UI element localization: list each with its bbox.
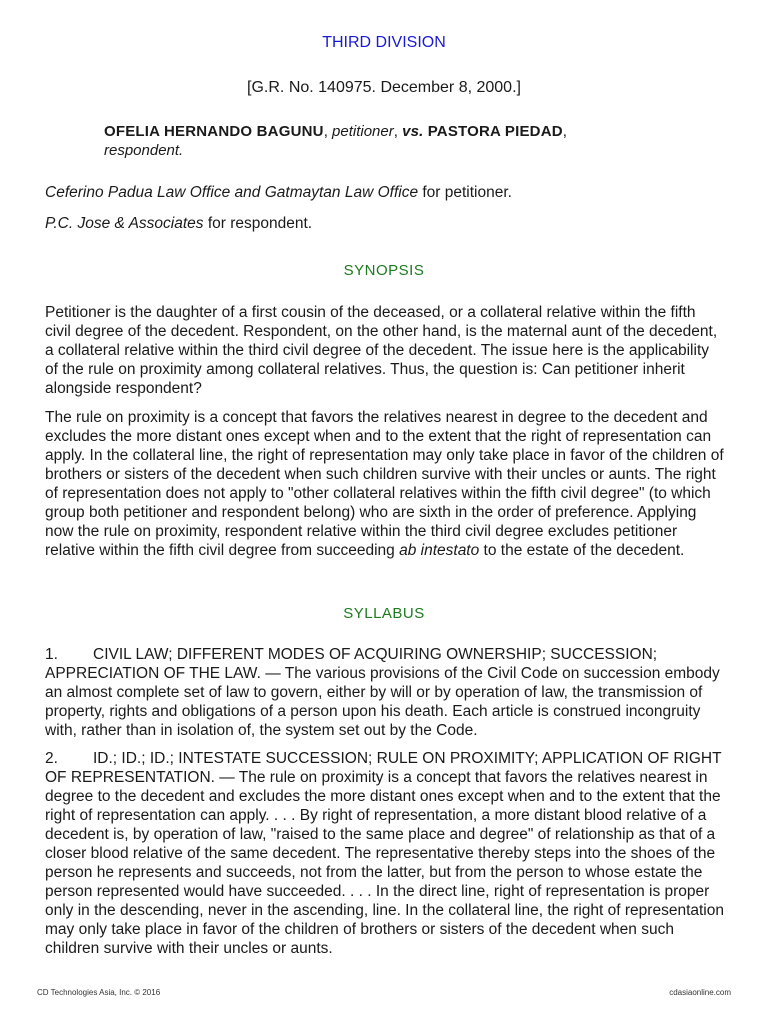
synopsis-paragraph-2: [45, 408, 725, 560]
syllabus-item-text: CIVIL LAW; DIFFERENT MODES OF ACQUIRING OWNERSHIP; SUCCESSION; APPRECIATION OF THE LAW. — The various provisions of the Civil Code on succession embody an almost complete set of law to govern, either by will or by operation of law, the transmission of property, rights and obligations of a person upon his death. Each article is construed incongruity with, rather than in isolation of, the system set out by the Code.: [45, 646, 720, 739]
versus: vs.: [402, 123, 424, 140]
synopsis-paragraph-2-end: to the estate of the decedent.: [479, 542, 685, 559]
synopsis-paragraph-1: Petitioner is the daughter of a first cousin of the deceased, or a collateral relative within the fifth civil degree of the decedent. Respondent, on the other hand, is the maternal aunt of the decedent, a collateral relative within the third civil degree of the decedent. The issue here is the applicability of the rule on proximity among collateral relatives. Thus, the question is: Can petitioner inherit alongside respondent?: [45, 304, 718, 397]
respondent-counsel: [45, 215, 312, 233]
respondent-firm: P.C. Jose & Associates: [45, 215, 204, 232]
respondent-role: respondent.: [104, 142, 184, 159]
synopsis-paragraph-2-text: The rule on proximity is a concept that favors the relatives nearest in degree to the decedent and excludes the more distant ones except when and to the extent that the right of representation can apply. In the collateral line, the right of representation may only take place in favor of the children of brothers or sisters of the decedent when such children survive with their uncles or aunts. The right of representation does not apply to "other collateral relatives within the fifth civil degree" (to which group both petitioner and respondent belong) who are sixth in the order of preference. Applying now the rule on proximity, respondent relative within the third civil degree excludes petitioner relative within the fifth civil degree from succeeding: [45, 409, 724, 559]
latin-phrase: ab intestato: [399, 542, 480, 559]
syllabus-item: [45, 749, 725, 958]
case-parties: OFELIA HERNANDO BAGUNU, petitioner, vs. PASTORA PIEDAD, respondent.: [104, 123, 567, 159]
respondent-name: PASTORA PIEDAD: [427, 123, 563, 140]
petitioner-counsel-suffix: for petitioner.: [418, 184, 512, 201]
petitioner-counsel: [45, 184, 512, 202]
footer-website: cdasiaonline.com: [669, 988, 731, 997]
syllabus-item-number: 2.: [45, 750, 58, 767]
syllabus-heading: SYLLABUS: [343, 605, 425, 622]
syllabus-item-number: 1.: [45, 646, 58, 663]
petitioner-role: petitioner: [332, 123, 394, 140]
synopsis-heading: SYNOPSIS: [343, 262, 425, 279]
petitioner-firm: Ceferino Padua Law Office and Gatmaytan Law Office: [45, 184, 419, 201]
footer-copyright: CD Technologies Asia, Inc. © 2016: [37, 988, 161, 997]
gr-number: [G.R. No. 140975. December 8, 2000.]: [247, 79, 521, 96]
respondent-counsel-suffix: for respondent.: [203, 215, 313, 232]
syllabus-item: [45, 645, 725, 740]
syllabus-item-text: ID.; ID.; ID.; INTESTATE SUCCESSION; RULE ON PROXIMITY; APPLICATION OF RIGHT OF REPRESENTATION. — The rule on proximity is a concept that favors the relatives nearest in degree to the decedent and excludes the more distant ones except when and to the extent that the right of representation can apply. . . . By right of representation, a more distant blood relative of a decedent is, by operation of law, "raised to the same place and degree" of relationship as that of a closer blood relative of the same decedent. The representative thereby steps into the shoes of the person he represents and succeeds, not from the latter, but from the person to whose estate the person represented would have succeeded. . . . In the direct line, right of representation is proper only in the descending, never in the ascending, line. In the collateral line, the right of representation may only take place in favor of the children of brothers or sisters of the decedent when such children survive with their uncles or aunts.: [45, 750, 724, 957]
division-heading: THIRD DIVISION: [322, 34, 446, 51]
petitioner-name: OFELIA HERNANDO BAGUNU: [104, 123, 324, 140]
